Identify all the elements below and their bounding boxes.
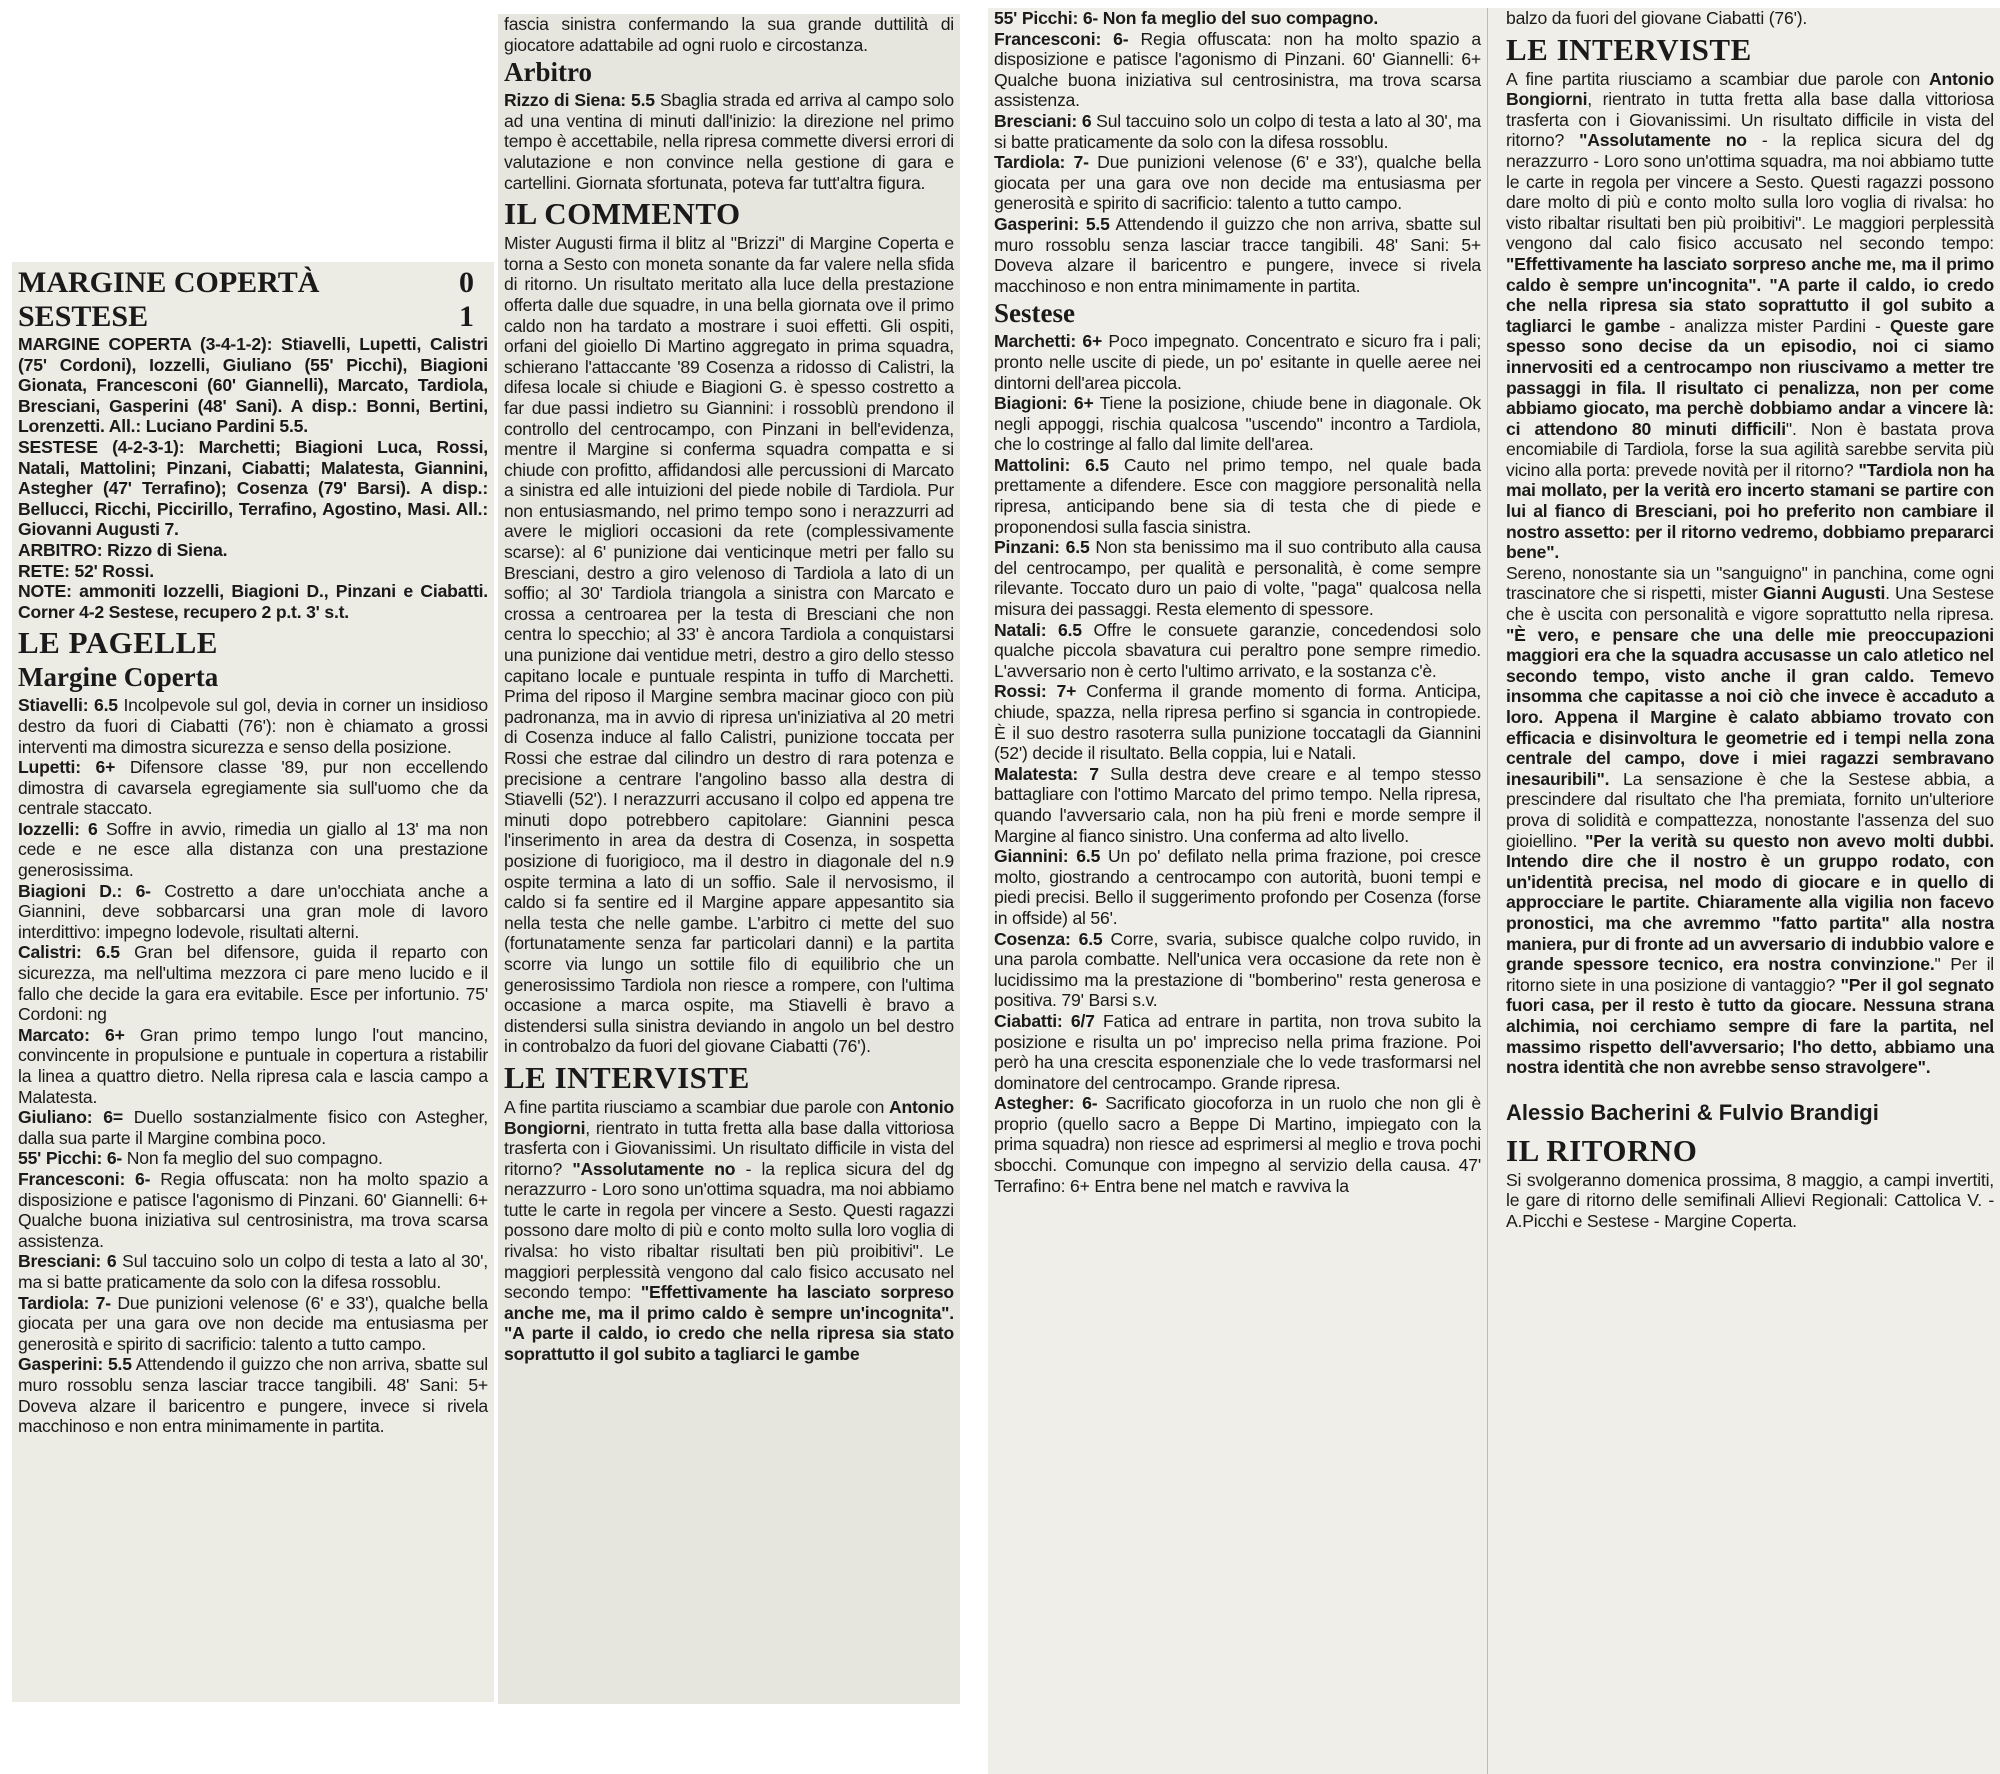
interviste-quote-2: "Effettivamente ha lasciato sorpreso anche me, ma il primo caldo è sempre un'incognita". "A parte il caldo, io credo che nella ripresa sia stato soprattutto il gol subito a tagliarci le gambe: [504, 1282, 954, 1365]
rating-entry: [994, 620, 1481, 682]
rating-text: Non fa meglio del suo compagno.: [122, 1148, 383, 1169]
clipping-left: [12, 262, 494, 1702]
txt: - la replica sicura del dg nerazzurro - Loro sono un'ottima squadra, ma noi abbiamo tutte le carte in regola per vincere a Sesto. Questi ragazzi possono dare molto di più e conto molto sulla loro voglia di rivalsa: ho visto ribaltar risultati ben più proibitivi". Le maggiori perplessità vengono dal calo fisico accusato nel secondo tempo:: [1506, 130, 1994, 254]
column-left: [12, 262, 494, 1702]
lineup-away: SESTESE (4-2-3-1): Marchetti; Biagioni Luca, Rossi, Natali, Mattolini; Pinzani, Ciabatti; Malatesta, Giannini, Astegher (47' Terrafino); Cosenza (79' Barsi). A disp.: Bellucci, Ricchi, Piccirillo, Terrafino, Agostino, Masi. All.: Giovanni Augusti 7.: [18, 436, 488, 540]
rating-text: Difensore classe '89, pur non eccellendo dimostra di cavarsela egregiamente sia sull'uomo che da centrale staccato.: [18, 757, 488, 819]
rating-player: Iozzelli: 6: [18, 818, 98, 839]
rating-entry: [18, 1293, 488, 1355]
rating-player: Pinzani: 6.5: [994, 537, 1090, 558]
rating-player: Calistri: 6.5: [18, 942, 120, 963]
rating-text: Regia offuscata: non ha molto spazio a disposizione e patisce l'agonismo di Pinzani. 60' Giannelli: 6+ Qualche buona iniziativa sul centrosinistra, ma trova scarsa assistenza.: [994, 28, 1481, 111]
rating-player: Giuliano: 6=: [18, 1107, 123, 1128]
quote: "Assolutamente no: [1579, 130, 1747, 151]
home-team-name: MARGINE COPERTÀ: [18, 266, 320, 299]
txt: A fine partita riusciamo a scambiar due parole con: [1506, 68, 1929, 89]
rating-text: Costretto a dare un'occhiata anche a Giannini, deve sobbarcarsi una gran mole di lavoro interdittivo: impegno lodevole, risultati alterni.: [18, 880, 488, 942]
ritorno-title: IL RITORNO: [1506, 1132, 1698, 1168]
rating-text: Due punizioni velenose (6' e 33'), qualche bella giocata per una gara ove non decide ma entusiasma per generosità e spirito di sacrificio: talento a tutto campo.: [18, 1292, 489, 1354]
commento-text: Mister Augusti firma il blitz al "Brizzi" di Margine Coperta e torna a Sesto con moneta sonante da far valere nella sfida di ritorno. Un risultato meritato alla luce della prestazione offerta dalle due squadre, in una bella giornata ove il primo caldo non ha tardato a mostrare i suoi effetti. Gli ospiti, orfani del gioiello Di Martino aggregato in prima squadra, schierano l'attaccante '89 Cosenza a ridosso di Calistri, la difesa locale si chiude e Biagioni G. è spesso costretto a far due passi indietro su Giannini: i rossoblù prendono il controllo del centrocampo, con Pinzani in bell'evidenza, mentre il Margine si conferma squadra compatta e si chiude con profitto, affidandosi alle percussioni di Marcato a sinistra ed alle intuizioni del piede nobile di Tardiola. Pur non entusiasmando, nel primo tempo sono i nerazzurri ad avere le migliori occasioni da rete (complessivamente scarse): al 6' punizione dai venticinque metri per fallo su Bresciani, destro a giro velenoso di Tardiola a lato di un soffio; al 30' Tardiola triangola a sinistra con Marcato e crossa a centroarea per la testa di Bresciani che non centra lo specchio; al 33' è ancora Tardiola a conquistarsi una punizione dai ventidue metri, destro a giro dello stesso capitano locale e puntuale respinta in tuffo di Marchetti. Prima del riposo il Margine sembra macinar gioco con più padronanza, ma in avvio di ripresa un'iniziativa al 20 metri di Cosenza induce al fallo Calistri, punizione toccata per Rossi che estrae dal cilindro un destro di rara potenza e precisione a centrare l'angolino basso alla destra di Stiavelli (52'). I nerazzurri accusano il colpo ed appena tre minuti dopo potrebbero capitolare: Giannini pesca l'inserimento in area da destra di Cosenza, in sospetta posizione di fuorigioco, ma il destro in diagonale del n.9 ospite termina a lato di un soffio. Sale il nervosismo, il caldo si fa sentire ed il Margine appare appesantito sia nella testa che nelle gambe. L'arbitro ci mette del suo (fortunatamente senza far particolari danni) e la partita scorre via lungo un sottile filo di equilibrio che un generosissimo Tardiola non riesce a rompere, con l'ultima occasione a marca ospite, ma Stiavelli è bravo a distendersi sulla sinistra deviando in angolo un bel destro in controbalzo da fuori del giovane Ciabatti (76').: [504, 233, 954, 1057]
quote: "Per il gol segnato fuori casa, per il resto è tutto da giocare. Nessuna strana alchimia, noi cerchiamo sempre di fare la partita, nel massimo rispetto dell'avversario; l'ho detto, abbiamo una nostra identità che non avrebbe senso stravolgere".: [1506, 974, 1994, 1078]
referee-line: ARBITRO: Rizzo di Siena.: [18, 539, 228, 560]
rating-player: 55' Picchi: 6-: [18, 1148, 123, 1169]
rating-entry: [18, 881, 488, 943]
rating-player: Francesconi: 6-: [994, 28, 1129, 49]
intro-text: fascia sinistra confermando la sua grande duttilità di giocatore adattabile ad ogni ruolo e circostanza.: [504, 14, 954, 55]
interviste-quote: "Assolutamente no: [572, 1158, 736, 1179]
score-away: [18, 300, 488, 334]
column-middle: [498, 14, 960, 1704]
interviste-p2: [1506, 563, 1994, 1078]
team-title-margine: Margine Coperta: [18, 662, 219, 693]
interviste-person: Antonio Bongiorni: [504, 1096, 954, 1138]
away-team-goals: 1: [459, 300, 474, 333]
rating-player: Giannini: 6.5: [994, 846, 1101, 867]
score-home: [18, 266, 488, 300]
rating-entry: [994, 331, 1481, 393]
rating-entry: [994, 929, 1481, 1011]
arbitro-name: Rizzo di Siena: 5.5: [504, 90, 655, 111]
rating-text: Conferma il grande momento di forma. Anticipa, chiude, spazza, nella ripresa perfino si sgancia in contropiede. È il suo destro rasoterra sulla punizione toccatagli da Giannini (52') decide il risultato. Bella coppia, lui e Natali.: [994, 681, 1481, 764]
rating-player: Mattolini: 6.5: [994, 454, 1109, 475]
rating-player: Cosenza: 6.5: [994, 928, 1103, 949]
col2-top: balzo da fuori del giovane Ciabatti (76').: [1506, 8, 1808, 28]
rating-player: Ciabatti: 6/7: [994, 1010, 1095, 1031]
rating-entry: [994, 214, 1481, 296]
rating-text: Soffre in avvio, rimedia un giallo al 13' ma non cede e ne esce alla distanza con una prestazione generosissima.: [18, 818, 488, 881]
rating-entry: [18, 1107, 488, 1148]
ratings-list-margine: [994, 29, 1481, 297]
rating-entry: [18, 1169, 488, 1251]
rating-entry: [994, 455, 1481, 537]
txt: , rientrato in tutta fretta alla base dalla vittoriosa trasferta con i Giovanissimi. Un risultato difficile in vista del ritorno?: [1506, 89, 1994, 151]
rating-text: Fatica ad entrare in partita, non trova subito la posizione e risulta un po' impreciso nella prima frazione. Poi però ha una crescita esponenziale che lo vede trasformarsi nel dominatore del centrocampo. Grande ripresa.: [994, 1010, 1481, 1093]
rating-player: Lupetti: 6+: [18, 757, 116, 778]
quote: "Effettivamente ha lasciato sorpreso anche me, ma il primo caldo è sempre un'incognita". "A parte il caldo, io credo che nella ripresa sia stato soprattutto il gol subito a tagliarci le gambe: [1506, 253, 1994, 336]
rating-player: Rossi: 7+: [994, 681, 1077, 702]
rating-text: Gran bel difensore, guida il reparto con sicurezza, ma nell'ultima mezzora ci pare meno lucido e il fallo che decide la gara era evitabile. Esce per infortunio. 75' Cordoni: ng: [18, 942, 489, 1025]
rating-entry: [18, 1354, 488, 1436]
byline: Alessio Bacherini & Fulvio Brandigi: [1506, 1099, 1879, 1125]
interviste-person-1: Antonio Bongiorni: [1506, 68, 1994, 110]
rating-player: Gasperini: 5.5: [18, 1354, 132, 1375]
txt: La sensazione è che la Sestese abbia, a prescindere dal risultato che l'ha premiata, fornito un'ulteriore prova di solidità e compattezza, nonostante l'assenza del suo gioiellino.: [1506, 768, 1994, 851]
rating-entry: [994, 681, 1481, 763]
rating-player: Tardiola: 7-: [18, 1292, 111, 1313]
rating-text: Attendendo il guizzo che non arriva, sbatte sul muro rossoblu senza lasciar tracce tangibili. 48' Sani: 5+ Doveva alzare il baricentro e pungere, invece si rivela macchinoso e non entra minimamente in partita.: [18, 1354, 489, 1437]
interviste-person-2: Gianni Augusti: [1763, 583, 1886, 604]
column-right-2: [1500, 8, 2000, 1774]
rating-entry: [994, 846, 1481, 928]
clipping-right: [988, 8, 2000, 1774]
rating-text: Cauto nel primo tempo, nel quale bada prettamente a difendere. Esce con maggiore personalità nella ripresa, anticipando bene sia di testa che di piede e proponendosi sulla fascia sinistra.: [994, 454, 1481, 537]
interviste-title-2: LE INTERVISTE: [1506, 31, 1752, 67]
arbitro-text: Sbaglia strada ed arriva al campo solo ad una ventina di minuti dall'inizio: la direzione nel primo tempo è accettabile, nella ripresa commette diversi errori di valutazione e non convince nella gestione di gara e cartellini. Giornata sfortunata, poteva far tutt'altra figura.: [504, 90, 954, 193]
rating-text: Gran primo tempo lungo l'out mancino, convincente in propulsione e puntuale in copertura a ristabilir la linea a quattro dietro. Nella ripresa cala e lascia campo a Malatesta.: [18, 1024, 488, 1107]
rating-entry: [18, 942, 488, 1024]
rating-player: Francesconi: 6-: [18, 1168, 151, 1189]
ratings-list-sestese: [994, 331, 1481, 1196]
lineup-home: MARGINE COPERTA (3-4-1-2): Stiavelli, Lupetti, Calistri (75' Cordoni), Iozzelli, Giuliano (55' Picchi), Biagioni Gionata, Francesconi (60' Giannelli), Marcato, Tardiola, Bresciani, Gasperini (48' Sani). A disp.: Bonni, Bertini, Lorenzetti. All.: Luciano Pardini 5.5.: [18, 334, 488, 437]
commento-title: IL COMMENTO: [504, 196, 741, 232]
rating-player: Stiavelli: 6.5: [18, 695, 118, 716]
txt: . Una Sestese che è uscita con personalità e vigore soprattutto nella ripresa.: [1506, 583, 1994, 625]
rating-text: Sul taccuino solo un colpo di testa a lato al 30', ma si batte praticamente da solo con la difesa rossoblu.: [18, 1251, 488, 1292]
rating-player: Natali: 6.5: [994, 619, 1082, 640]
rating-player: Marchetti: 6+: [994, 331, 1103, 352]
arbitro-entry: [504, 90, 954, 193]
rating-entry: [994, 1011, 1481, 1093]
goal-line: RETE: 52' Rossi.: [18, 560, 154, 581]
rating-player: Astegher: 6-: [994, 1093, 1098, 1114]
rating-player: Gasperini: 5.5: [994, 213, 1110, 234]
arbitro-title: Arbitro: [504, 57, 592, 88]
ritorno-text: Si svolgeranno domenica prossima, 8 maggio, a campi invertiti, le gare di ritorno delle semifinali Allievi Regionali: Cattolica V. - A.Picchi e Sestese - Margine Coperta.: [1506, 1169, 1994, 1231]
rating-entry: [994, 111, 1481, 152]
rating-text: Attendendo il guizzo che non arriva, sbatte sul muro rossoblu senza lasciar tracce tangibili. 48' Sani: 5+ Doveva alzare il baricentro e pungere, invece si rivela macchinoso e non entra minimamente in partita.: [994, 213, 1482, 296]
rating-text: Sacrificato giocoforza in un ruolo che non gli è proprio (quello sacro a Beppe Di Martino, impiegato con la prima squadra) non riesce ad esprimersi al meglio e trova pochi sbocchi. Comunque con impegno al servizio della causa. 47' Terrafino: 6+ Entra bene nel match e ravviva la: [994, 1093, 1481, 1196]
rating-player: Tardiola: 7-: [994, 152, 1089, 173]
rating-entry: [18, 1148, 488, 1169]
home-team-goals: 0: [459, 266, 474, 299]
rating-text: Corre, svaria, subisce qualche colpo ruvido, in una parola combatte. Nell'unica vera occasione da rete non è lucidissimo ma la prestazione di "bomberino" resta generosa e positiva. 79' Barsi s.v.: [994, 928, 1481, 1011]
rating-entry: [18, 695, 488, 757]
rating-text: Poco impegnato. Concentrato e sicuro fra i pali; pronto nelle uscite di piede, un po' esitante in quelle aeree nei dintorni dell'area piccola.: [994, 331, 1482, 393]
rating-text: Sulla destra deve creare e al tempo stesso battagliare con l'ottimo Marcato del primo tempo. Nella ripresa, quando l'avversario cala, non ha più freni e morde sempre il Margine al fianco sinistro. Una conferma ad alto livello.: [994, 763, 1481, 846]
rating-text: Un po' defilato nella prima frazione, poi cresce molto, giostrando a centrocampo con autorità, buoni tempi e piedi precisi. Bello il suggerimento profondo per Cosenza (forse in offside) al 56'.: [994, 846, 1482, 928]
interviste-lead-b: , rientrato in tutta fretta alla base dalla vittoriosa trasferta con i Giovanissimi. Un risultato difficile in vista del ritorno?: [504, 1117, 954, 1179]
col1-top: 55' Picchi: 6- Non fa meglio del suo compagno.: [994, 8, 1379, 28]
quote: "Per la verità su questo non avevo molti dubbi. Intendo dire che il nostro è un gruppo rodato, con un'identità precisa, nel modo di giocare e in quello di approcciare le partite. Chiaramente alla vigilia non facevo pronostici, ma che avremmo "fatto partita" alla nostra maniera, pur di fronte ad un avversario di indubbio valore e grande spessore tecnico, era nostra convinzione.: [1506, 830, 1994, 975]
interviste-text: [504, 1097, 954, 1365]
rating-entry: [18, 1025, 488, 1107]
quote: Queste gare spesso sono decise da un episodio, noi ci siamo innervositi ed a centrocampo non riuscivamo a metter tre passaggi in fila. Il risultato ci penalizza, non per come abbiamo giocato, ma perchè dobbiamo andar a vincere là: ci attendono 80 minuti difficili: [1506, 315, 1994, 439]
interviste-lead: A fine partita riusciamo a scambiar due parole con: [504, 1096, 889, 1117]
txt: - analizza mister Pardini -: [1660, 315, 1890, 336]
rating-entry: [18, 819, 488, 881]
column-right-1: [988, 8, 1488, 1774]
rating-player: Bresciani: 6: [994, 110, 1092, 131]
rating-text: Non sta benissimo ma il suo contributo alla causa del centrocampo, per qualità e personalità, è come sempre rilevante. Toccato duro un paio di volte, "paga" qualcosa nella misura dei passaggi. Resta elemento di spessore.: [994, 537, 1481, 620]
rating-player: Bresciani: 6: [18, 1251, 117, 1272]
interviste-mid: - la replica sicura del dg nerazzurro - Loro sono un'ottima squadra, ma noi abbiamo tutte le carte in regola per vincere a Sesto. Questi ragazzi possono dare molto di più e conto molto sulla loro voglia di rivalsa: ho visto ribaltar risultati ben più proibitivi". Le maggiori perplessità vengono dal calo fisico accusato nel secondo tempo:: [504, 1158, 954, 1303]
rating-entry: [18, 1251, 488, 1292]
quote: "Tardiola non ha mai mollato, per la verità ero incerto stamani se partire con lui al fianco di Bresciani, poi ho preferito non cambiare il nostro assetto: per il ritorno vedremo, dobbiamo prepararci bene".: [1506, 459, 1994, 563]
interviste-title: LE INTERVISTE: [504, 1059, 750, 1095]
pagelle-title: LE PAGELLE: [18, 625, 218, 661]
rating-entry: [18, 757, 488, 819]
rating-text: Regia offuscata: non ha molto spazio a disposizione e patisce l'agonismo di Pinzani. 60' Giannelli: 6+ Qualche buona iniziativa sul centrosinistra, ma trova scarsa assistenza.: [18, 1168, 488, 1251]
interviste-p1: [1506, 69, 1994, 563]
clipping-middle: [498, 14, 960, 1704]
away-team-name: SESTESE: [18, 300, 149, 333]
rating-entry: [994, 537, 1481, 619]
rating-text: Duello sostanzialmente fisico con Astegher, dalla sua parte il Margine combina poco.: [18, 1107, 488, 1148]
rating-entry: [994, 152, 1481, 214]
rating-text: Due punizioni velenose (6' e 33'), qualche bella giocata per una gara ove non decide ma entusiasma per generosità e spirito di sacrificio: talento a tutto campo.: [994, 152, 1482, 214]
rating-text: Incolpevole sul gol, devia in corner un insidioso destro da fuori di Ciabatti (76'): non è chiamato a grossi interventi ma dimostra sicurezza e senso della posizione.: [18, 695, 489, 757]
rating-player: Biagioni D.: 6-: [18, 880, 151, 901]
txt: ". Non è bastata prova encomiabile di Tardiola, forse la sua agilità sarebbe servita più vicino alla porta: prevede novità per il ritorno?: [1506, 418, 1994, 480]
rating-entry: [994, 1093, 1481, 1196]
ratings-list: [18, 695, 488, 1436]
rating-text: Sul taccuino solo un colpo di testa a lato al 30', ma si batte praticamente da solo con la difesa rossoblu.: [994, 110, 1481, 152]
notes-line: NOTE: ammoniti Iozzelli, Biagioni D., Pinzani e Ciabatti. Corner 4-2 Sestese, recupero 2 p.t. 3' s.t.: [18, 581, 488, 622]
rating-text: Tiene la posizione, chiude bene in diagonale. Ok negli appoggi, rischia qualcosa "uscendo" incontro a Tardiola, che lo costringe al fallo dal limite dell'area.: [994, 393, 1481, 455]
rating-player: Biagioni: 6+: [994, 393, 1094, 414]
rating-entry: [994, 764, 1481, 846]
txt: Sereno, nonostante sia un "sanguigno" in panchina, come ogni trascinatore che si rispetti, mister: [1506, 562, 1994, 604]
rating-player: Marcato: 6+: [18, 1024, 125, 1045]
team-title-sestese: Sestese: [994, 298, 1075, 329]
rating-text: Offre le consuete garanzie, concedendosi solo qualche piccola sbavatura cui peraltro pone sempre rimedio. L'avversario non è certo l'ultimo arrivato, e la sostanza c'è.: [994, 619, 1481, 681]
quote: "È vero, e pensare che una delle mie preoccupazioni maggiori era che la squadra accusasse un calo atletico nel secondo tempo, visto anche il gran caldo. Temevo insomma che capitasse a noi ciò che invece è accaduto a loro. Appena il Margine è calato abbiamo trovato con efficacia e disinvoltura le geometrie ed i tempi nella zona centrale del campo, dove i miei ragazzi sembravano inesauribili".: [1506, 624, 1994, 789]
rating-entry: [994, 29, 1481, 111]
rating-entry: [994, 393, 1481, 455]
rating-player: Malatesta: 7: [994, 763, 1099, 784]
txt: " Per il ritorno siete in una posizione di vantaggio?: [1506, 954, 1994, 995]
